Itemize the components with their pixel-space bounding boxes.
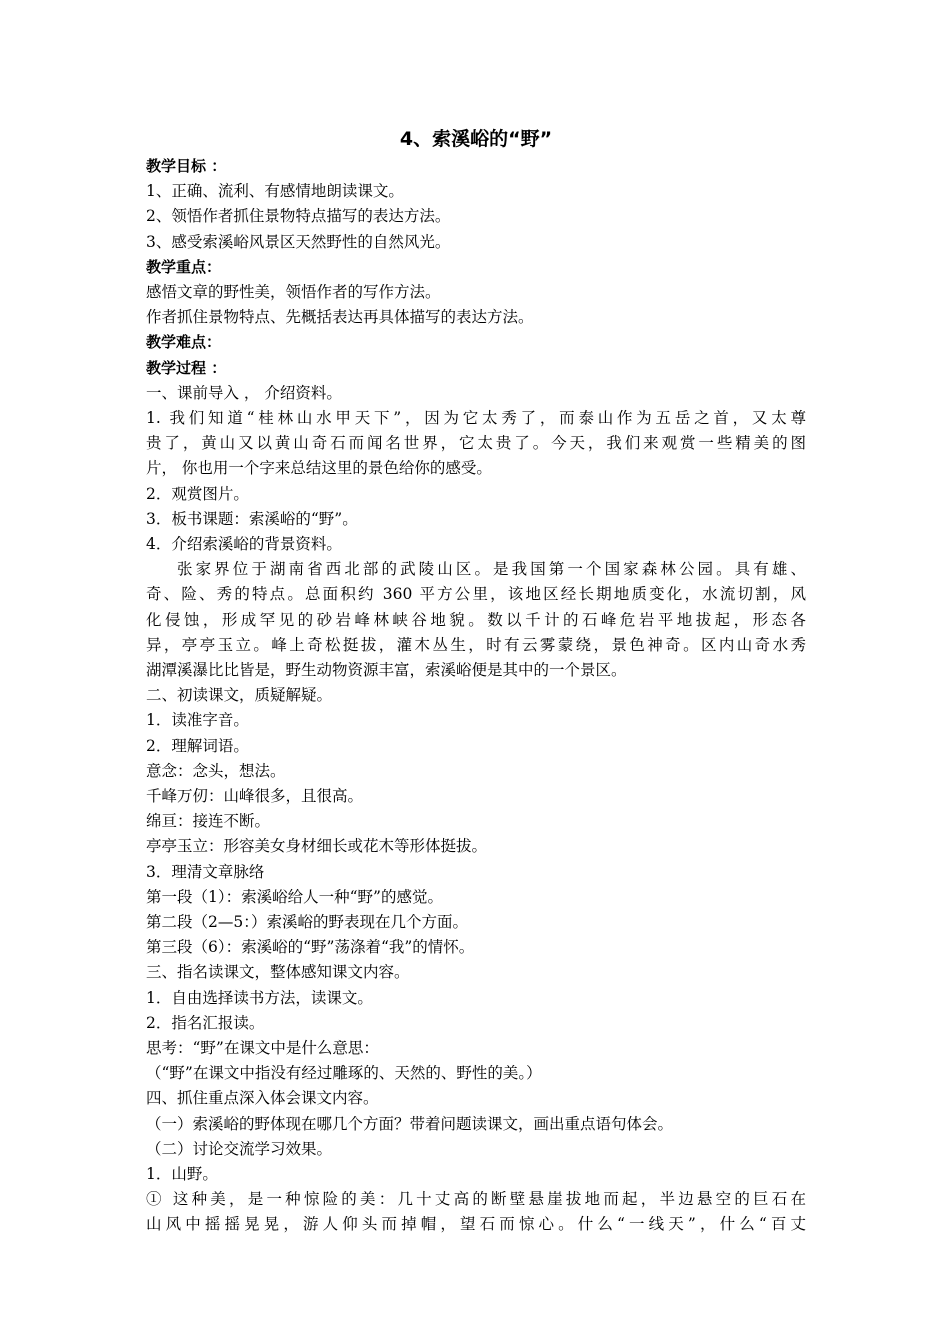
section-heading: 教学重点： bbox=[146, 257, 222, 276]
text-line: 奇、险、秀的特点。总面积约 360 平方公里，该地区经长期地质变化，水流切割，风 bbox=[146, 585, 806, 604]
text-line: 第一段（1）：索溪峪给人一种“野”的感觉。 bbox=[146, 887, 443, 906]
text-line: 1．自由选择读书方法，读课文。 bbox=[146, 988, 373, 1007]
text-line: 四、抓住重点深入体会课文内容。 bbox=[146, 1089, 379, 1108]
text-line: 2、领悟作者抓住景物特点描写的表达方法。 bbox=[146, 207, 451, 226]
text-line: ① 这种美，是一种惊险的美：几十丈高的断壁悬崖拔地而起，半边悬空的巨石在 bbox=[146, 1190, 806, 1209]
text-line: 作者抓住景物特点、先概括表达再具体描写的表达方法。 bbox=[146, 308, 534, 327]
section-heading: 教学难点： bbox=[146, 333, 222, 352]
text-line: 2．观赏图片。 bbox=[146, 484, 249, 503]
text-line: 二、初读课文，质疑解疑。 bbox=[146, 686, 333, 705]
text-line: 3．理清文章脉络 bbox=[146, 862, 265, 881]
text-line: （“野”在课文中指没有经过雕琢的、天然的、野性的美。） bbox=[146, 1064, 542, 1083]
text-line: 2．理解词语。 bbox=[146, 736, 249, 755]
text-line: 3、感受索溪峪风景区天然野性的自然风光。 bbox=[146, 232, 451, 251]
text-line: 三、指名读课文，整体感知课文内容。 bbox=[146, 963, 410, 982]
text-line: （一）索溪峪的野体现在哪几个方面？带着问题读课文，画出重点语句体会。 bbox=[146, 1114, 674, 1133]
text-line: 异，亭亭玉立。峰上奇松挺拔，灌木丛生，时有云雾蒙绕，景色神奇。区内山奇水秀 bbox=[146, 635, 806, 654]
text-line: 1．山野。 bbox=[146, 1165, 218, 1184]
text-line: 1、正确、流利、有感情地朗读课文。 bbox=[146, 182, 404, 201]
document-page bbox=[146, 124, 806, 1238]
text-line: 意念：念头，想法。 bbox=[146, 761, 286, 780]
text-line: 张家界位于湖南省西北部的武陵山区。是我国第一个国家森林公园。具有雄、 bbox=[177, 560, 806, 579]
text-line: 思考：“野”在课文中是什么意思： bbox=[146, 1039, 379, 1058]
section-heading: 教学过程 ： bbox=[146, 358, 227, 377]
text-line: 3．板书课题：索溪峪的“野”。 bbox=[146, 509, 358, 528]
text-line: 化侵蚀，形成罕见的砂岩峰林峡谷地貌。数以千计的石峰危岩平地拔起，形态各 bbox=[146, 610, 806, 629]
text-line: 湖潭溪瀑比比皆是，野生动物资源丰富，索溪峪便是其中的一个景区。 bbox=[146, 660, 627, 679]
text-line: 贵了，黄山又以黄山奇石而闻名世界，它太贵了。今天，我们来观赏一些精美的图 bbox=[146, 434, 806, 453]
text-line: 一、课前导入 ， 介绍资料。 bbox=[146, 383, 342, 402]
document-body bbox=[146, 154, 806, 1238]
text-line: 千峰万仞：山峰很多，且很高。 bbox=[146, 786, 364, 805]
text-line: 4．介绍索溪峪的背景资料。 bbox=[146, 535, 342, 554]
text-line: 1. 我们知道“桂林山水甲天下”，因为它太秀了，而泰山作为五岳之首，又太尊 bbox=[146, 409, 806, 428]
text-line: （二）讨论交流学习效果。 bbox=[146, 1139, 333, 1158]
text-line: 感悟文章的野性美，领悟作者的写作方法。 bbox=[146, 283, 441, 302]
text-line: 绵亘：接连不断。 bbox=[146, 812, 271, 831]
text-line: 第二段（2—5：）索溪峪的野表现在几个方面。 bbox=[146, 913, 468, 931]
text-line: 2．指名汇报读。 bbox=[146, 1013, 265, 1032]
text-line: 片， 你也用一个字来总结这里的景色给你的感受。 bbox=[146, 459, 492, 478]
section-heading: 教学目标 ： bbox=[146, 157, 227, 175]
text-line: 山风中摇摇晃晃，游人仰头而掉帽，望石而惊心。什么“一线天”，什么“百丈 bbox=[146, 1215, 806, 1234]
text-line: 第三段（6）：索溪峪的“野”荡涤着“我”的情怀。 bbox=[146, 938, 475, 957]
document-title: 4、索溪峪的“野” bbox=[399, 128, 553, 150]
text-line: 1．读准字音。 bbox=[146, 711, 249, 730]
text-line: 亭亭玉立：形容美女身材细长或花木等形体挺拔。 bbox=[146, 837, 488, 856]
